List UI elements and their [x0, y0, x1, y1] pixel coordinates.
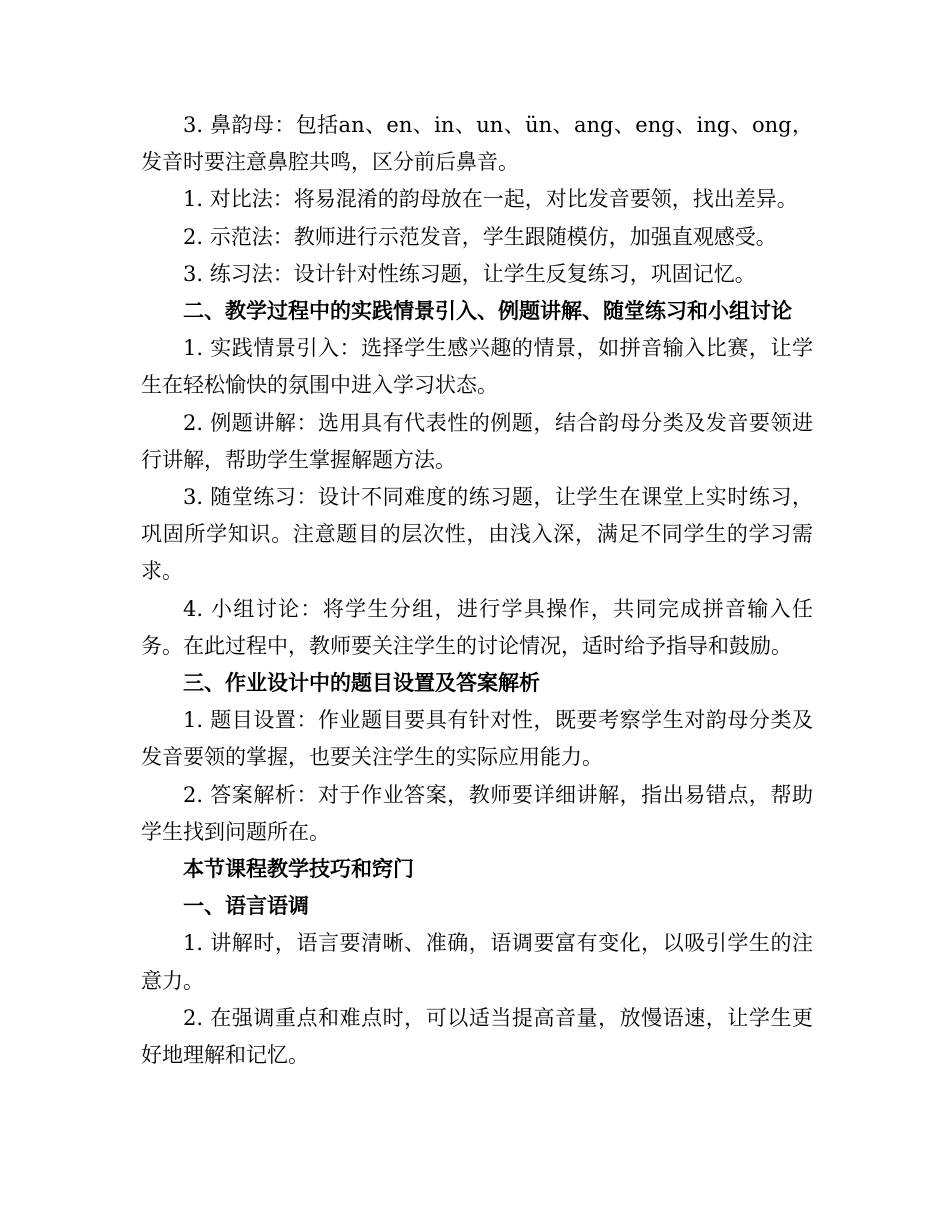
- section-heading-homework-design: 三、作业设计中的题目设置及答案解析: [183, 671, 540, 696]
- section-heading-teaching-tips: 本节课程教学技巧和窍门: [183, 857, 414, 882]
- paragraph-question-setting: 1. 题目设置：作业题目要具有针对性，既要考察学生对韵母分类及发音要领的掌握，也要关注学生的实际应用能力。: [141, 708, 813, 770]
- paragraph-method-practice: 3. 练习法：设计针对性练习题，让学生反复练习，巩固记忆。: [183, 261, 756, 286]
- paragraph-answer-analysis: 2. 答案解析：对于作业答案，教师要详细讲解，指出易错点，帮助学生找到问题所在。: [141, 782, 813, 844]
- paragraph-method-contrast: 1. 对比法：将易混淆的韵母放在一起，对比发音要领，找出差异。: [183, 187, 798, 212]
- paragraph-method-demonstration: 2. 示范法：教师进行示范发音，学生跟随模仿，加强直观感受。: [183, 224, 777, 249]
- subsection-heading-language-tone: 一、语言语调: [183, 894, 309, 919]
- paragraph-scenario-intro: 1. 实践情景引入：选择学生感兴趣的情景，如拼音输入比赛，让学生在轻松愉快的氛围中进入学习状态。: [141, 336, 813, 398]
- paragraph-classroom-practice: 3. 随堂练习：设计不同难度的练习题，让学生在课堂上实时练习，巩固所学知识。注意题目的层次性，由浅入深，满足不同学生的学习需求。: [141, 485, 813, 584]
- paragraph-group-discussion: 4. 小组讨论：将学生分组，进行学具操作，共同完成拼音输入任务。在此过程中，教师要关注学生的讨论情况，适时给予指导和鼓励。: [141, 596, 813, 658]
- paragraph-example-explanation: 2. 例题讲解：选用具有代表性的例题，结合韵母分类及发音要领进行讲解，帮助学生掌握解题方法。: [141, 410, 813, 472]
- document-body: [141, 107, 813, 1074]
- paragraph-emphasis-volume: 2. 在强调重点和难点时，可以适当提高音量，放慢语速，让学生更好地理解和记忆。: [141, 1005, 813, 1068]
- section-heading-teaching-process: 二、教学过程中的实践情景引入、例题讲解、随堂练习和小组讨论: [183, 299, 792, 324]
- paragraph-clear-language: 1. 讲解时，语言要清晰、准确，语调要富有变化，以吸引学生的注意力。: [141, 931, 813, 993]
- paragraph-nasal-finals: 3. 鼻韵母：包括an、en、in、un、ün、ang、eng、ing、ong，发音时要注意鼻腔共鸣，区分前后鼻音。: [141, 113, 813, 175]
